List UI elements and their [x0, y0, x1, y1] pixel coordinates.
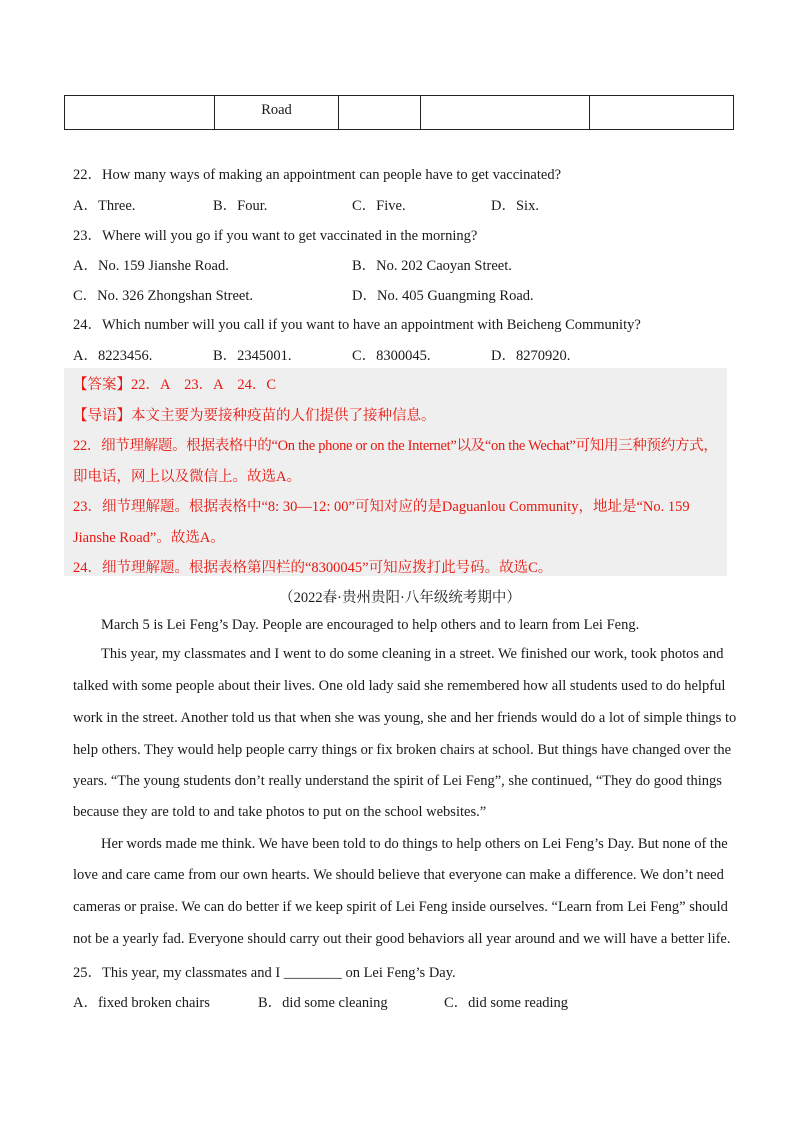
- q24-option-c: C．8300045.: [352, 348, 431, 364]
- passage-line: help others. They would help people carry things or fix broken chairs at school. But things have changed over the: [73, 742, 732, 758]
- schedule-table-fragment: [64, 95, 734, 130]
- q25-option-c: C．did some reading: [444, 995, 569, 1011]
- q24-option-a: A．8223456.: [73, 348, 153, 364]
- passage-line: because they are told to and take photos to put on the school websites.”: [73, 804, 487, 820]
- explanation-23-line2: Jianshe Road”。故选A。: [73, 530, 225, 546]
- table-cell: [590, 96, 733, 129]
- table-cell: [421, 96, 590, 129]
- q23-option-b: B．No. 202 Caoyan Street.: [352, 258, 512, 274]
- question-24: 24．Which number will you call if you want to have an appointment with Beicheng Community?: [73, 317, 641, 333]
- explanation-23-line1: 23．细节理解题。根据表格中“8: 30—12: 00”可知对应的是Daguanlou Community，地址是“No. 159: [73, 499, 690, 515]
- passage-source: （2022春·贵州贵阳·八年级统考期中）: [279, 590, 521, 606]
- table-cell: [215, 96, 339, 129]
- q25-option-a: A．fixed broken chairs: [73, 995, 210, 1011]
- question-22: 22．How many ways of making an appointment can people have to get vaccinated?: [73, 167, 562, 183]
- explanation-22-line1: 22．细节理解题。根据表格中的“On the phone or on the Internet”以及“on the Wechat”可知用三种预约方式，: [73, 438, 718, 454]
- passage-line: This year, my classmates and I went to do some cleaning in a street. We finished our work, took photos and: [101, 646, 724, 662]
- answer-key: 【答案】22．A 23．A 24．C: [73, 377, 277, 393]
- q22-option-c: C．Five.: [352, 198, 406, 214]
- table-cell: [339, 96, 421, 129]
- passage-line: not be a yearly fad. Everyone should carry out their good behaviors all year around and we will have a better life.: [73, 931, 731, 947]
- q22-option-d: D．Six.: [491, 198, 539, 214]
- explanation-22-line2: 即电话，网上以及微信上。故选A。: [73, 469, 301, 485]
- q25-option-b: B．did some cleaning: [258, 995, 388, 1011]
- question-25: 25．This year, my classmates and I ________ on Lei Feng’s Day.: [73, 965, 456, 981]
- passage-line: cameras or praise. We can do better if we keep spirit of Lei Feng inside ourselves. “Learn from Lei Feng” should: [73, 899, 728, 915]
- guide-text: 【导语】本文主要为要接种疫苗的人们提供了接种信息。: [73, 408, 436, 424]
- q23-option-a: A．No. 159 Jianshe Road.: [73, 258, 229, 274]
- table-cell-road: Road: [261, 102, 292, 118]
- explanation-24: 24．细节理解题。根据表格第四栏的“8300045”可知应拨打此号码。故选C。: [73, 560, 553, 576]
- q24-option-d: D．8270920.: [491, 348, 571, 364]
- q23-option-d: D．No. 405 Guangming Road.: [352, 288, 534, 304]
- passage-paragraph-1: March 5 is Lei Feng’s Day. People are encouraged to help others and to learn from Lei Feng.: [101, 617, 640, 633]
- passage-line: Her words made me think. We have been told to do things to help others on Lei Feng’s Day. But none of the: [101, 836, 728, 852]
- question-23: 23．Where will you go if you want to get vaccinated in the morning?: [73, 228, 478, 244]
- passage-line: work in the street. Another told us that when she was young, she and her friends would do a lot of simple things to: [73, 710, 737, 726]
- passage-line: talked with some people about their lives. One old lady said she remembered how all students used to do helpful: [73, 678, 726, 694]
- q24-option-b: B．2345001.: [213, 348, 292, 364]
- q22-option-b: B．Four.: [213, 198, 268, 214]
- passage-line: love and care came from our own hearts. We should believe that everyone can make a difference. We don’t need: [73, 867, 724, 883]
- table-cell: [65, 96, 215, 129]
- passage-line: years. “The young students don’t really understand the spirit of Lei Feng”, she continued, “They do good things: [73, 773, 722, 789]
- q22-option-a: A．Three.: [73, 198, 136, 214]
- q23-option-c: C．No. 326 Zhongshan Street.: [73, 288, 254, 304]
